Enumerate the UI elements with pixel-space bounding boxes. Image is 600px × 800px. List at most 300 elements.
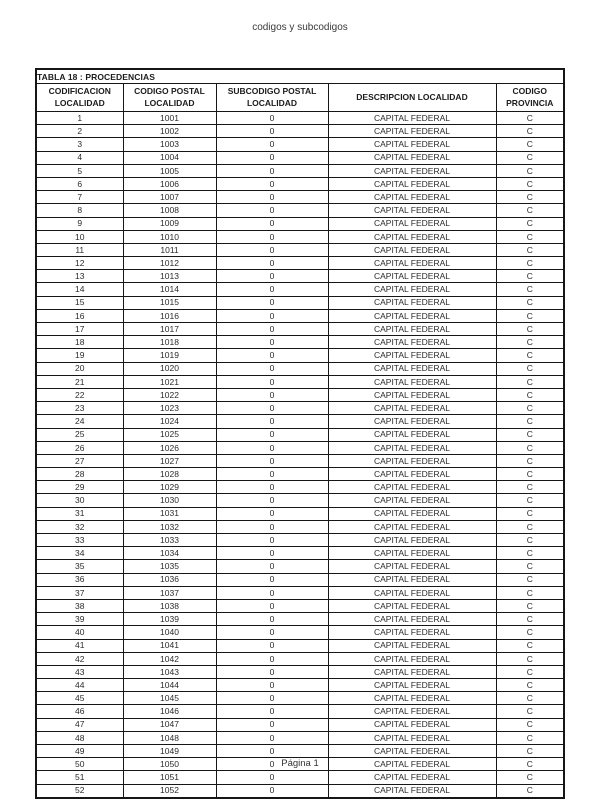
- table-row: [36, 652, 564, 665]
- cell-subcodigo-postal-localidad: 0: [216, 362, 328, 375]
- cell-codificacion-localidad: 16: [36, 309, 123, 322]
- cell-codificacion-localidad: 5: [36, 164, 123, 177]
- cell-subcodigo-postal-localidad: 0: [216, 534, 328, 547]
- cell-descripcion-localidad: CAPITAL FEDERAL: [328, 745, 496, 758]
- table-row: [36, 534, 564, 547]
- column-header-codigo-provincia: CODIGO PROVINCIA: [496, 84, 564, 112]
- table-row: [36, 481, 564, 494]
- cell-codigo-provincia: C: [496, 428, 564, 441]
- cell-codigo-provincia: C: [496, 560, 564, 573]
- cell-codificacion-localidad: 7: [36, 191, 123, 204]
- cell-codigo-provincia: C: [496, 243, 564, 256]
- column-header-codificacion-localidad: CODIFICACION LOCALIDAD: [36, 84, 123, 112]
- cell-subcodigo-postal-localidad: 0: [216, 309, 328, 322]
- table-title: TABLA 18 : PROCEDENCIAS: [36, 69, 564, 84]
- cell-codigo-postal-localidad: 1037: [123, 586, 216, 599]
- cell-subcodigo-postal-localidad: 0: [216, 599, 328, 612]
- cell-codificacion-localidad: 11: [36, 243, 123, 256]
- cell-descripcion-localidad: CAPITAL FEDERAL: [328, 494, 496, 507]
- cell-codigo-postal-localidad: 1004: [123, 151, 216, 164]
- table-row: [36, 692, 564, 705]
- table-row: [36, 296, 564, 309]
- cell-codificacion-localidad: 12: [36, 257, 123, 270]
- cell-descripcion-localidad: CAPITAL FEDERAL: [328, 191, 496, 204]
- cell-codificacion-localidad: 21: [36, 375, 123, 388]
- cell-codigo-provincia: C: [496, 336, 564, 349]
- cell-subcodigo-postal-localidad: 0: [216, 771, 328, 784]
- table-row: [36, 547, 564, 560]
- cell-descripcion-localidad: CAPITAL FEDERAL: [328, 652, 496, 665]
- cell-descripcion-localidad: CAPITAL FEDERAL: [328, 441, 496, 454]
- cell-descripcion-localidad: CAPITAL FEDERAL: [328, 177, 496, 190]
- table-row: [36, 270, 564, 283]
- cell-codigo-provincia: C: [496, 454, 564, 467]
- cell-codigo-postal-localidad: 1002: [123, 125, 216, 138]
- table-row: [36, 217, 564, 230]
- table-title-row: [36, 69, 564, 84]
- cell-subcodigo-postal-localidad: 0: [216, 138, 328, 151]
- cell-descripcion-localidad: CAPITAL FEDERAL: [328, 692, 496, 705]
- cell-codificacion-localidad: 3: [36, 138, 123, 151]
- cell-codigo-postal-localidad: 1009: [123, 217, 216, 230]
- cell-codigo-postal-localidad: 1010: [123, 230, 216, 243]
- cell-codificacion-localidad: 50: [36, 758, 123, 771]
- cell-codificacion-localidad: 30: [36, 494, 123, 507]
- cell-subcodigo-postal-localidad: 0: [216, 639, 328, 652]
- table-row: [36, 388, 564, 401]
- table-row: [36, 639, 564, 652]
- cell-descripcion-localidad: CAPITAL FEDERAL: [328, 468, 496, 481]
- table-row: [36, 599, 564, 612]
- cell-subcodigo-postal-localidad: 0: [216, 296, 328, 309]
- cell-codigo-postal-localidad: 1005: [123, 164, 216, 177]
- cell-codificacion-localidad: 29: [36, 481, 123, 494]
- cell-descripcion-localidad: CAPITAL FEDERAL: [328, 270, 496, 283]
- cell-descripcion-localidad: CAPITAL FEDERAL: [328, 586, 496, 599]
- cell-codigo-provincia: C: [496, 534, 564, 547]
- cell-codificacion-localidad: 31: [36, 507, 123, 520]
- cell-codigo-provincia: C: [496, 323, 564, 336]
- cell-codigo-postal-localidad: 1042: [123, 652, 216, 665]
- cell-descripcion-localidad: CAPITAL FEDERAL: [328, 217, 496, 230]
- cell-codigo-provincia: C: [496, 217, 564, 230]
- cell-codificacion-localidad: 52: [36, 784, 123, 798]
- cell-codigo-postal-localidad: 1047: [123, 718, 216, 731]
- cell-subcodigo-postal-localidad: 0: [216, 507, 328, 520]
- cell-descripcion-localidad: CAPITAL FEDERAL: [328, 639, 496, 652]
- cell-descripcion-localidad: CAPITAL FEDERAL: [328, 362, 496, 375]
- cell-codificacion-localidad: 15: [36, 296, 123, 309]
- cell-codigo-provincia: C: [496, 613, 564, 626]
- cell-codificacion-localidad: 18: [36, 336, 123, 349]
- cell-codigo-postal-localidad: 1032: [123, 520, 216, 533]
- table-row: [36, 705, 564, 718]
- table-row: [36, 283, 564, 296]
- cell-codigo-provincia: C: [496, 599, 564, 612]
- cell-subcodigo-postal-localidad: 0: [216, 177, 328, 190]
- cell-subcodigo-postal-localidad: 0: [216, 494, 328, 507]
- table-row: [36, 164, 564, 177]
- cell-codificacion-localidad: 41: [36, 639, 123, 652]
- cell-subcodigo-postal-localidad: 0: [216, 679, 328, 692]
- cell-codigo-provincia: C: [496, 547, 564, 560]
- cell-codificacion-localidad: 22: [36, 388, 123, 401]
- cell-codigo-provincia: C: [496, 639, 564, 652]
- cell-descripcion-localidad: CAPITAL FEDERAL: [328, 481, 496, 494]
- cell-codificacion-localidad: 2: [36, 125, 123, 138]
- cell-codificacion-localidad: 28: [36, 468, 123, 481]
- cell-codigo-provincia: C: [496, 164, 564, 177]
- cell-codigo-provincia: C: [496, 296, 564, 309]
- table-row: [36, 454, 564, 467]
- cell-codificacion-localidad: 13: [36, 270, 123, 283]
- cell-codigo-provincia: C: [496, 151, 564, 164]
- cell-descripcion-localidad: CAPITAL FEDERAL: [328, 230, 496, 243]
- cell-codigo-provincia: C: [496, 520, 564, 533]
- page-footer-text: Página 1: [281, 758, 319, 769]
- cell-subcodigo-postal-localidad: 0: [216, 151, 328, 164]
- cell-codificacion-localidad: 19: [36, 349, 123, 362]
- table-row: [36, 138, 564, 151]
- cell-subcodigo-postal-localidad: 0: [216, 441, 328, 454]
- cell-subcodigo-postal-localidad: 0: [216, 257, 328, 270]
- cell-subcodigo-postal-localidad: 0: [216, 705, 328, 718]
- cell-codigo-provincia: C: [496, 112, 564, 125]
- cell-codigo-provincia: C: [496, 784, 564, 798]
- table-row: [36, 626, 564, 639]
- table-body: [36, 112, 564, 798]
- column-header-subcodigo-postal-localidad: SUBCODIGO POSTAL LOCALIDAD: [216, 84, 328, 112]
- table-row: [36, 586, 564, 599]
- table-row: [36, 745, 564, 758]
- table-row: [36, 679, 564, 692]
- table-row: [36, 257, 564, 270]
- cell-subcodigo-postal-localidad: 0: [216, 402, 328, 415]
- table-row: [36, 731, 564, 744]
- cell-codificacion-localidad: 17: [36, 323, 123, 336]
- cell-descripcion-localidad: CAPITAL FEDERAL: [328, 718, 496, 731]
- table-row: [36, 494, 564, 507]
- cell-subcodigo-postal-localidad: 0: [216, 230, 328, 243]
- cell-descripcion-localidad: CAPITAL FEDERAL: [328, 151, 496, 164]
- cell-codificacion-localidad: 23: [36, 402, 123, 415]
- cell-codificacion-localidad: 1: [36, 112, 123, 125]
- cell-codigo-provincia: C: [496, 191, 564, 204]
- cell-codigo-provincia: C: [496, 679, 564, 692]
- cell-codigo-provincia: C: [496, 652, 564, 665]
- cell-codigo-postal-localidad: 1038: [123, 599, 216, 612]
- cell-subcodigo-postal-localidad: 0: [216, 283, 328, 296]
- cell-codigo-postal-localidad: 1043: [123, 665, 216, 678]
- cell-codificacion-localidad: 51: [36, 771, 123, 784]
- cell-codigo-provincia: C: [496, 283, 564, 296]
- cell-codigo-postal-localidad: 1051: [123, 771, 216, 784]
- cell-codigo-postal-localidad: 1025: [123, 428, 216, 441]
- cell-codigo-provincia: C: [496, 257, 564, 270]
- cell-descripcion-localidad: CAPITAL FEDERAL: [328, 507, 496, 520]
- table-row: [36, 560, 564, 573]
- cell-codificacion-localidad: 44: [36, 679, 123, 692]
- cell-descripcion-localidad: CAPITAL FEDERAL: [328, 573, 496, 586]
- cell-codigo-provincia: C: [496, 771, 564, 784]
- cell-subcodigo-postal-localidad: 0: [216, 626, 328, 639]
- cell-subcodigo-postal-localidad: 0: [216, 217, 328, 230]
- table-row: [36, 362, 564, 375]
- cell-descripcion-localidad: CAPITAL FEDERAL: [328, 599, 496, 612]
- cell-subcodigo-postal-localidad: 0: [216, 573, 328, 586]
- cell-codigo-provincia: C: [496, 665, 564, 678]
- cell-subcodigo-postal-localidad: 0: [216, 125, 328, 138]
- cell-codigo-postal-localidad: 1022: [123, 388, 216, 401]
- cell-codificacion-localidad: 10: [36, 230, 123, 243]
- cell-codigo-postal-localidad: 1017: [123, 323, 216, 336]
- cell-codigo-postal-localidad: 1008: [123, 204, 216, 217]
- cell-codigo-postal-localidad: 1026: [123, 441, 216, 454]
- cell-descripcion-localidad: CAPITAL FEDERAL: [328, 731, 496, 744]
- cell-codigo-provincia: C: [496, 138, 564, 151]
- cell-subcodigo-postal-localidad: 0: [216, 718, 328, 731]
- cell-codigo-postal-localidad: 1030: [123, 494, 216, 507]
- table-row: [36, 718, 564, 731]
- cell-descripcion-localidad: CAPITAL FEDERAL: [328, 415, 496, 428]
- cell-codigo-postal-localidad: 1018: [123, 336, 216, 349]
- cell-codigo-provincia: C: [496, 481, 564, 494]
- cell-codigo-postal-localidad: 1041: [123, 639, 216, 652]
- cell-descripcion-localidad: CAPITAL FEDERAL: [328, 257, 496, 270]
- cell-codigo-provincia: C: [496, 758, 564, 771]
- cell-codigo-postal-localidad: 1035: [123, 560, 216, 573]
- cell-subcodigo-postal-localidad: 0: [216, 613, 328, 626]
- table-row: [36, 665, 564, 678]
- cell-codigo-provincia: C: [496, 692, 564, 705]
- cell-descripcion-localidad: CAPITAL FEDERAL: [328, 428, 496, 441]
- cell-codigo-postal-localidad: 1040: [123, 626, 216, 639]
- cell-codificacion-localidad: 8: [36, 204, 123, 217]
- cell-descripcion-localidad: CAPITAL FEDERAL: [328, 296, 496, 309]
- cell-codigo-postal-localidad: 1031: [123, 507, 216, 520]
- cell-descripcion-localidad: CAPITAL FEDERAL: [328, 613, 496, 626]
- cell-descripcion-localidad: CAPITAL FEDERAL: [328, 204, 496, 217]
- cell-codigo-postal-localidad: 1046: [123, 705, 216, 718]
- table-row: [36, 441, 564, 454]
- table-row: [36, 323, 564, 336]
- cell-codigo-provincia: C: [496, 375, 564, 388]
- cell-codificacion-localidad: 42: [36, 652, 123, 665]
- table-row: [36, 230, 564, 243]
- cell-descripcion-localidad: CAPITAL FEDERAL: [328, 125, 496, 138]
- cell-codigo-postal-localidad: 1019: [123, 349, 216, 362]
- column-header-descripcion-localidad: DESCRIPCION LOCALIDAD: [328, 84, 496, 112]
- cell-subcodigo-postal-localidad: 0: [216, 758, 328, 771]
- cell-codigo-postal-localidad: 1024: [123, 415, 216, 428]
- table-header-row: [36, 84, 564, 112]
- cell-codigo-provincia: C: [496, 626, 564, 639]
- cell-codificacion-localidad: 27: [36, 454, 123, 467]
- cell-codificacion-localidad: 33: [36, 534, 123, 547]
- table-row: [36, 191, 564, 204]
- cell-codigo-provincia: C: [496, 731, 564, 744]
- cell-codigo-provincia: C: [496, 388, 564, 401]
- cell-descripcion-localidad: CAPITAL FEDERAL: [328, 283, 496, 296]
- table-row: [36, 375, 564, 388]
- cell-codigo-provincia: C: [496, 402, 564, 415]
- cell-codigo-provincia: C: [496, 125, 564, 138]
- cell-codigo-postal-localidad: 1050: [123, 758, 216, 771]
- cell-codigo-provincia: C: [496, 415, 564, 428]
- cell-codificacion-localidad: 47: [36, 718, 123, 731]
- cell-subcodigo-postal-localidad: 0: [216, 468, 328, 481]
- cell-descripcion-localidad: CAPITAL FEDERAL: [328, 323, 496, 336]
- cell-codificacion-localidad: 39: [36, 613, 123, 626]
- cell-descripcion-localidad: CAPITAL FEDERAL: [328, 771, 496, 784]
- table-row: [36, 151, 564, 164]
- table-head: [36, 69, 564, 112]
- cell-descripcion-localidad: CAPITAL FEDERAL: [328, 164, 496, 177]
- table-row: [36, 349, 564, 362]
- table-row: [36, 573, 564, 586]
- cell-codificacion-localidad: 35: [36, 560, 123, 573]
- table-row: [36, 112, 564, 125]
- cell-codificacion-localidad: 24: [36, 415, 123, 428]
- cell-codigo-postal-localidad: 1033: [123, 534, 216, 547]
- cell-descripcion-localidad: CAPITAL FEDERAL: [328, 243, 496, 256]
- cell-subcodigo-postal-localidad: 0: [216, 481, 328, 494]
- cell-descripcion-localidad: CAPITAL FEDERAL: [328, 679, 496, 692]
- cell-subcodigo-postal-localidad: 0: [216, 243, 328, 256]
- cell-codificacion-localidad: 36: [36, 573, 123, 586]
- cell-codigo-postal-localidad: 1052: [123, 784, 216, 798]
- cell-descripcion-localidad: CAPITAL FEDERAL: [328, 309, 496, 322]
- cell-codigo-postal-localidad: 1045: [123, 692, 216, 705]
- cell-codigo-provincia: C: [496, 309, 564, 322]
- cell-descripcion-localidad: CAPITAL FEDERAL: [328, 665, 496, 678]
- cell-codificacion-localidad: 20: [36, 362, 123, 375]
- cell-codigo-provincia: C: [496, 586, 564, 599]
- cell-subcodigo-postal-localidad: 0: [216, 164, 328, 177]
- page-header-text: codigos y subcodigos: [252, 22, 348, 33]
- table-row: [36, 784, 564, 798]
- cell-codigo-provincia: C: [496, 441, 564, 454]
- table-row: [36, 468, 564, 481]
- cell-subcodigo-postal-localidad: 0: [216, 388, 328, 401]
- cell-codificacion-localidad: 4: [36, 151, 123, 164]
- cell-subcodigo-postal-localidad: 0: [216, 375, 328, 388]
- cell-descripcion-localidad: CAPITAL FEDERAL: [328, 705, 496, 718]
- cell-descripcion-localidad: CAPITAL FEDERAL: [328, 560, 496, 573]
- cell-codigo-provincia: C: [496, 230, 564, 243]
- cell-codificacion-localidad: 9: [36, 217, 123, 230]
- procedencias-table: [35, 68, 565, 799]
- table-row: [36, 613, 564, 626]
- cell-descripcion-localidad: CAPITAL FEDERAL: [328, 402, 496, 415]
- cell-codigo-postal-localidad: 1039: [123, 613, 216, 626]
- cell-codigo-postal-localidad: 1027: [123, 454, 216, 467]
- cell-codigo-postal-localidad: 1014: [123, 283, 216, 296]
- cell-codigo-provincia: C: [496, 718, 564, 731]
- table-row: [36, 204, 564, 217]
- cell-codigo-provincia: C: [496, 362, 564, 375]
- cell-descripcion-localidad: CAPITAL FEDERAL: [328, 388, 496, 401]
- table-row: [36, 336, 564, 349]
- cell-codigo-provincia: C: [496, 270, 564, 283]
- table-row: [36, 402, 564, 415]
- cell-descripcion-localidad: CAPITAL FEDERAL: [328, 375, 496, 388]
- cell-codigo-provincia: C: [496, 507, 564, 520]
- cell-codificacion-localidad: 26: [36, 441, 123, 454]
- cell-subcodigo-postal-localidad: 0: [216, 665, 328, 678]
- cell-subcodigo-postal-localidad: 0: [216, 652, 328, 665]
- cell-descripcion-localidad: CAPITAL FEDERAL: [328, 626, 496, 639]
- table-row: [36, 243, 564, 256]
- cell-codigo-postal-localidad: 1011: [123, 243, 216, 256]
- table-row: [36, 520, 564, 533]
- cell-codigo-provincia: C: [496, 573, 564, 586]
- cell-subcodigo-postal-localidad: 0: [216, 745, 328, 758]
- table-row: [36, 507, 564, 520]
- cell-subcodigo-postal-localidad: 0: [216, 336, 328, 349]
- cell-descripcion-localidad: CAPITAL FEDERAL: [328, 336, 496, 349]
- cell-subcodigo-postal-localidad: 0: [216, 454, 328, 467]
- cell-codigo-postal-localidad: 1048: [123, 731, 216, 744]
- cell-codigo-postal-localidad: 1013: [123, 270, 216, 283]
- cell-subcodigo-postal-localidad: 0: [216, 428, 328, 441]
- cell-codificacion-localidad: 25: [36, 428, 123, 441]
- cell-codigo-provincia: C: [496, 468, 564, 481]
- cell-codificacion-localidad: 14: [36, 283, 123, 296]
- cell-subcodigo-postal-localidad: 0: [216, 415, 328, 428]
- cell-codigo-postal-localidad: 1021: [123, 375, 216, 388]
- cell-codificacion-localidad: 34: [36, 547, 123, 560]
- cell-codigo-provincia: C: [496, 494, 564, 507]
- cell-codificacion-localidad: 43: [36, 665, 123, 678]
- cell-subcodigo-postal-localidad: 0: [216, 731, 328, 744]
- table-row: [36, 177, 564, 190]
- cell-descripcion-localidad: CAPITAL FEDERAL: [328, 138, 496, 151]
- cell-codigo-postal-localidad: 1034: [123, 547, 216, 560]
- cell-codigo-postal-localidad: 1012: [123, 257, 216, 270]
- cell-codificacion-localidad: 37: [36, 586, 123, 599]
- cell-descripcion-localidad: CAPITAL FEDERAL: [328, 349, 496, 362]
- cell-codigo-postal-localidad: 1023: [123, 402, 216, 415]
- cell-codigo-postal-localidad: 1049: [123, 745, 216, 758]
- table-row: [36, 125, 564, 138]
- cell-codigo-provincia: C: [496, 204, 564, 217]
- table-row: [36, 415, 564, 428]
- cell-descripcion-localidad: CAPITAL FEDERAL: [328, 112, 496, 125]
- cell-codificacion-localidad: 45: [36, 692, 123, 705]
- cell-codigo-postal-localidad: 1029: [123, 481, 216, 494]
- cell-descripcion-localidad: CAPITAL FEDERAL: [328, 454, 496, 467]
- cell-subcodigo-postal-localidad: 0: [216, 784, 328, 798]
- cell-subcodigo-postal-localidad: 0: [216, 349, 328, 362]
- cell-descripcion-localidad: CAPITAL FEDERAL: [328, 547, 496, 560]
- cell-codigo-postal-localidad: 1006: [123, 177, 216, 190]
- cell-subcodigo-postal-localidad: 0: [216, 560, 328, 573]
- cell-subcodigo-postal-localidad: 0: [216, 692, 328, 705]
- cell-codigo-provincia: C: [496, 745, 564, 758]
- cell-codigo-postal-localidad: 1015: [123, 296, 216, 309]
- cell-subcodigo-postal-localidad: 0: [216, 112, 328, 125]
- cell-codigo-postal-localidad: 1003: [123, 138, 216, 151]
- cell-subcodigo-postal-localidad: 0: [216, 323, 328, 336]
- column-header-codigo-postal-localidad: CODIGO POSTAL LOCALIDAD: [123, 84, 216, 112]
- cell-codigo-postal-localidad: 1036: [123, 573, 216, 586]
- cell-codigo-provincia: C: [496, 177, 564, 190]
- cell-codificacion-localidad: 48: [36, 731, 123, 744]
- cell-subcodigo-postal-localidad: 0: [216, 204, 328, 217]
- table-row: [36, 771, 564, 784]
- cell-subcodigo-postal-localidad: 0: [216, 270, 328, 283]
